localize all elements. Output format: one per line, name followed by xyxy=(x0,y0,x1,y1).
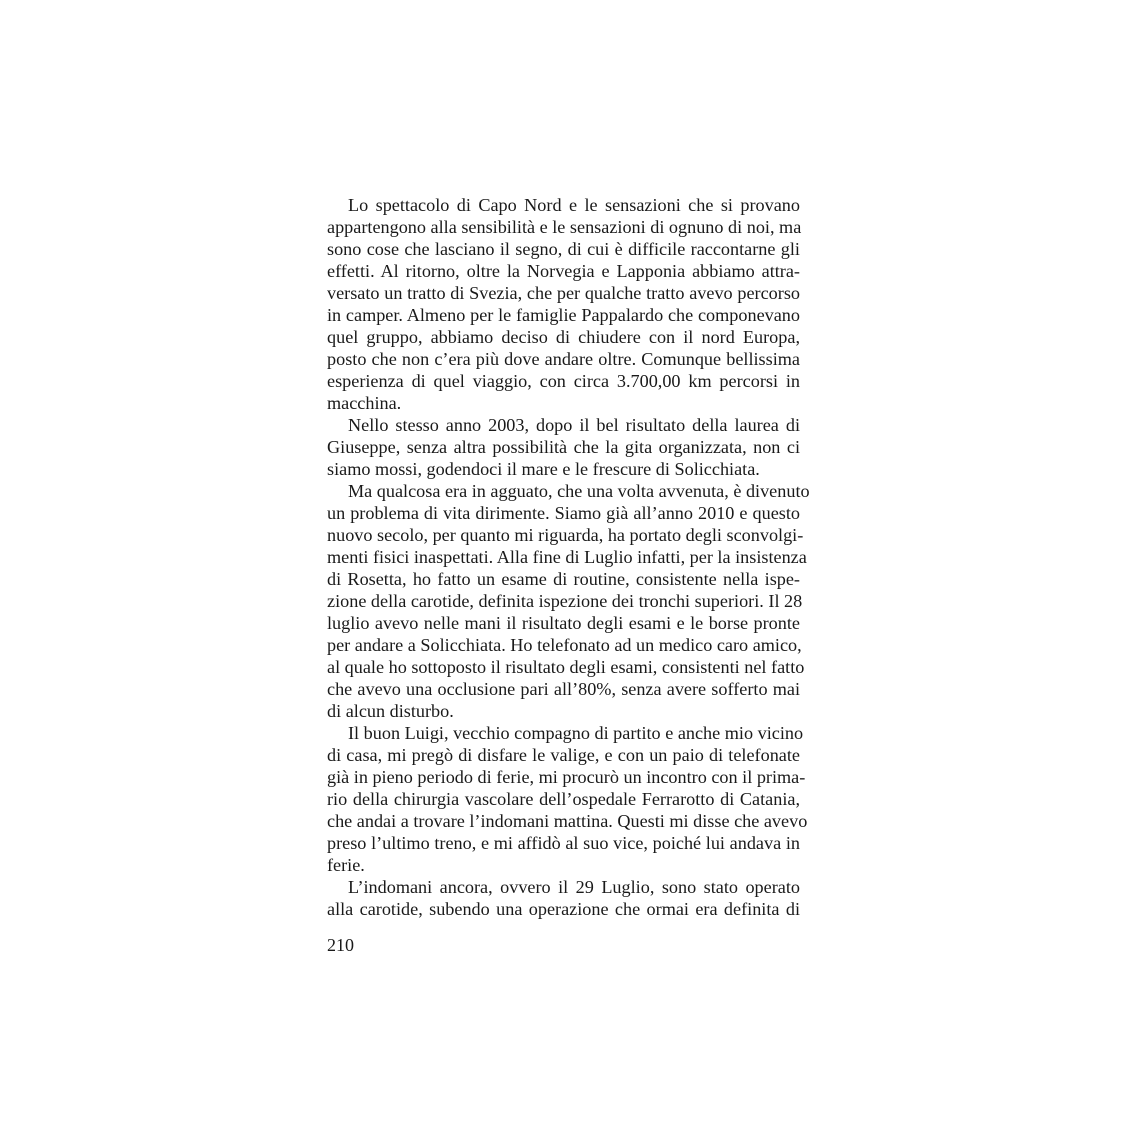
text-line: siamo mossi, godendoci il mare e le frescure di Solicchiata. xyxy=(327,459,760,479)
text-line: che avevo una occlusione pari all’80%, senza avere sofferto mai xyxy=(327,679,800,699)
text-line: sono cose che lasciano il segno, di cui è difficile raccontarne gli xyxy=(327,239,800,259)
text-line: che andai a trovare l’indomani mattina. Questi mi disse che avevo xyxy=(327,811,808,831)
text-line: ferie. xyxy=(327,855,365,875)
book-page-body xyxy=(327,194,810,920)
text-line: rio della chirurgia vascolare dell’ospedale Ferrarotto di Catania, xyxy=(327,789,800,809)
text-line: esperienza di quel viaggio, con circa 3.700,00 km percorsi in xyxy=(327,371,800,391)
text-line: Giuseppe, senza altra possibilità che la gita organizzata, non ci xyxy=(327,437,800,457)
text-line: in camper. Almeno per le famiglie Pappalardo che componevano xyxy=(327,305,800,325)
paragraph-4 xyxy=(327,722,808,876)
paragraph-3 xyxy=(327,480,810,722)
text-line: versato un tratto di Svezia, che per qualche tratto avevo percorso xyxy=(327,283,800,303)
text-line: effetti. Al ritorno, oltre la Norvegia e Lapponia abbiamo attra- xyxy=(327,261,800,281)
text-line: Lo spettacolo di Capo Nord e le sensazioni che si provano xyxy=(348,195,800,215)
text-line: Il buon Luigi, vecchio compagno di partito e anche mio vicino xyxy=(348,723,804,743)
text-line: macchina. xyxy=(327,393,402,413)
text-line: Nello stesso anno 2003, dopo il bel risultato della laurea di xyxy=(348,415,800,435)
text-line: per andare a Solicchiata. Ho telefonato ad un medico caro amico, xyxy=(327,635,802,655)
text-line: nuovo secolo, per quanto mi riguarda, ha portato degli sconvolgi- xyxy=(327,525,804,545)
text-line: appartengono alla sensibilità e le sensazioni di ognuno di noi, ma xyxy=(327,217,802,237)
text-line: menti fisici inaspettati. Alla fine di Luglio infatti, per la insistenza xyxy=(327,547,807,567)
text-line: di casa, mi pregò di disfare le valige, e con un paio di telefonate xyxy=(327,745,800,765)
text-line: un problema di vita dirimente. Siamo già all’anno 2010 e questo xyxy=(327,503,800,523)
text-line: al quale ho sottoposto il risultato degli esami, consistenti nel fatto xyxy=(327,657,805,677)
text-line: di alcun disturbo. xyxy=(327,701,454,721)
paragraph-2 xyxy=(327,414,800,480)
page-number: 210 xyxy=(327,935,354,955)
text-line: di Rosetta, ho fatto un esame di routine, consistente nella ispe- xyxy=(327,569,800,589)
paragraph-5 xyxy=(327,876,800,920)
paragraph-1 xyxy=(327,194,800,414)
text-line: zione della carotide, definita ispezione dei tronchi superiori. Il 28 xyxy=(327,591,803,611)
text-line: preso l’ultimo treno, e mi affidò al suo vice, poiché lui andava in xyxy=(327,833,800,853)
text-line: già in pieno periodo di ferie, mi procurò un incontro con il prima- xyxy=(327,767,806,787)
text-line: L’indomani ancora, ovvero il 29 Luglio, sono stato operato xyxy=(348,877,800,897)
text-line: quel gruppo, abbiamo deciso di chiudere con il nord Europa, xyxy=(327,327,800,347)
text-line: luglio avevo nelle mani il risultato degli esami e le borse pronte xyxy=(327,613,800,633)
text-line: Ma qualcosa era in agguato, che una volta avvenuta, è divenuto xyxy=(348,481,810,501)
text-line: alla carotide, subendo una operazione che ormai era definita di xyxy=(327,899,800,919)
text-line: posto che non c’era più dove andare oltre. Comunque bellissima xyxy=(327,349,800,369)
